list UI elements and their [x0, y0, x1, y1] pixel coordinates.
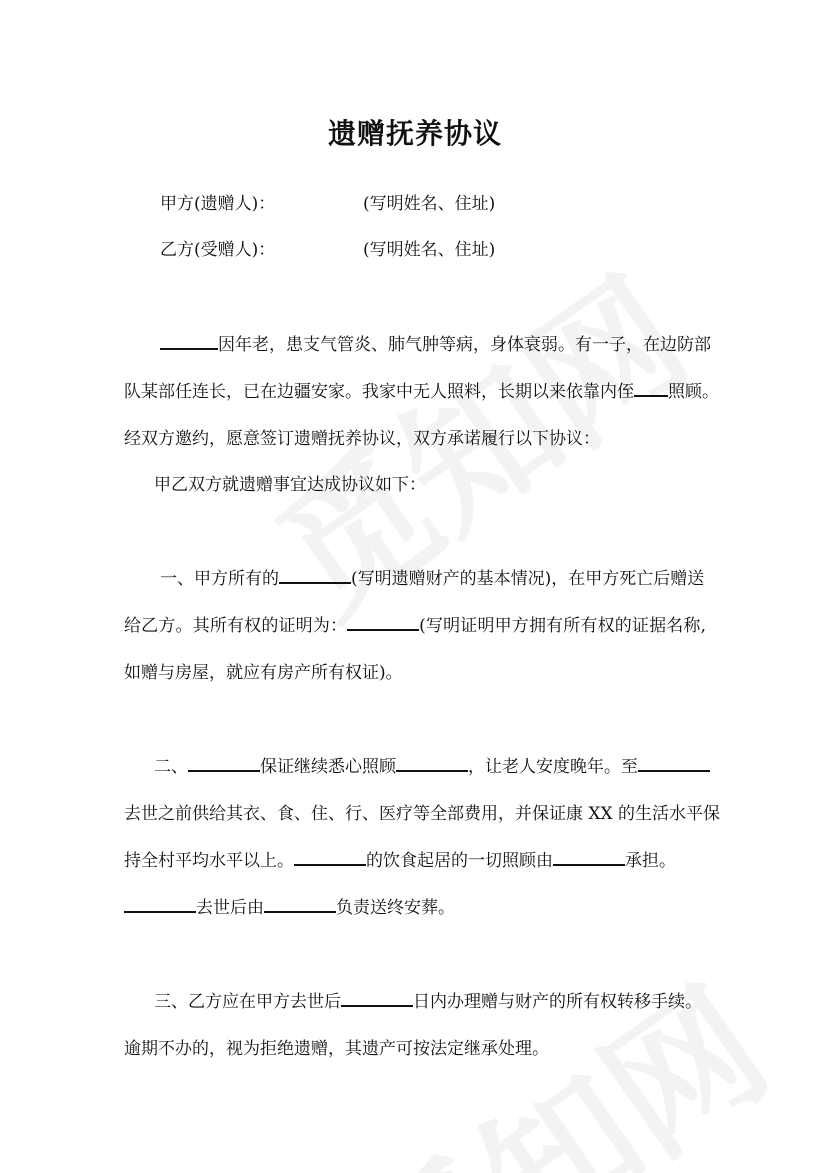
- blank-field: [347, 615, 419, 631]
- clause1-line-2: 给乙方。其所有权的证明为： (写明证明甲方拥有所有权的证据名称,: [124, 616, 706, 636]
- party-a-label: 甲方(遗赠人)：: [160, 194, 276, 214]
- clause3-line-1: 三、乙方应在甲方去世后 日内办理赠与财产的所有权转移手续。: [154, 992, 702, 1012]
- blank-field: [264, 897, 336, 913]
- blank-field: [279, 568, 351, 584]
- party-a-line: [160, 192, 495, 216]
- blank-field: [188, 756, 260, 772]
- clause1-line-3: 如赠与房屋，就应有房产所有权证)。: [124, 663, 403, 683]
- intro-line-4: 甲乙双方就遗赠事宜达成协议如下：: [154, 475, 426, 495]
- party-a-note: (写明姓名、住址): [363, 194, 496, 214]
- clause2-line-1: 二、 保证继续悉心照顾 ，让老人安度晚年。至: [154, 755, 706, 779]
- intro-line-1: 因年老，患支气管炎、肺气肿等病，身体衰弱。有一子，在边防部: [160, 333, 711, 357]
- document-title: 遗赠抚养协议: [327, 117, 502, 150]
- clause3-line-2: 逾期不办的，视为拒绝遗赠，其遗产可按法定继承处理。: [124, 1039, 549, 1059]
- intro-line-3: 经双方邀约，愿意签订遗赠抚养协议，双方承诺履行以下协议：: [124, 429, 600, 449]
- party-b-label: 乙方(受赠人)：: [160, 240, 276, 260]
- blank-field: [160, 334, 218, 350]
- party-b-note: (写明姓名、住址): [363, 240, 496, 260]
- intro-line-2: 队某部任连长，已在边疆安家。我家中无人照料，长期以来依靠内侄 照顾。: [124, 382, 719, 402]
- clause1-line-1: 一、甲方所有的 (写明遗赠财产的基本情况)，在甲方死亡后赠送: [160, 569, 705, 589]
- blank-field: [634, 381, 668, 397]
- clause2-line-3: 持全村平均水平以上。 的饮食起居的一切照顾由 承担。: [124, 851, 676, 871]
- party-b-line: [160, 238, 495, 262]
- blank-field: [124, 897, 196, 913]
- blank-field: [553, 850, 625, 866]
- blank-field: [341, 991, 413, 1007]
- clause2-line-4: 去世后由 负责送终安葬。: [124, 896, 455, 920]
- blank-field: [396, 756, 468, 772]
- clause2-line-2: 去世之前供给其衣、食、住、行、医疗等全部费用，并保证康 XX 的生活水平保: [124, 804, 721, 824]
- blank-field: [638, 756, 710, 772]
- blank-field: [294, 850, 366, 866]
